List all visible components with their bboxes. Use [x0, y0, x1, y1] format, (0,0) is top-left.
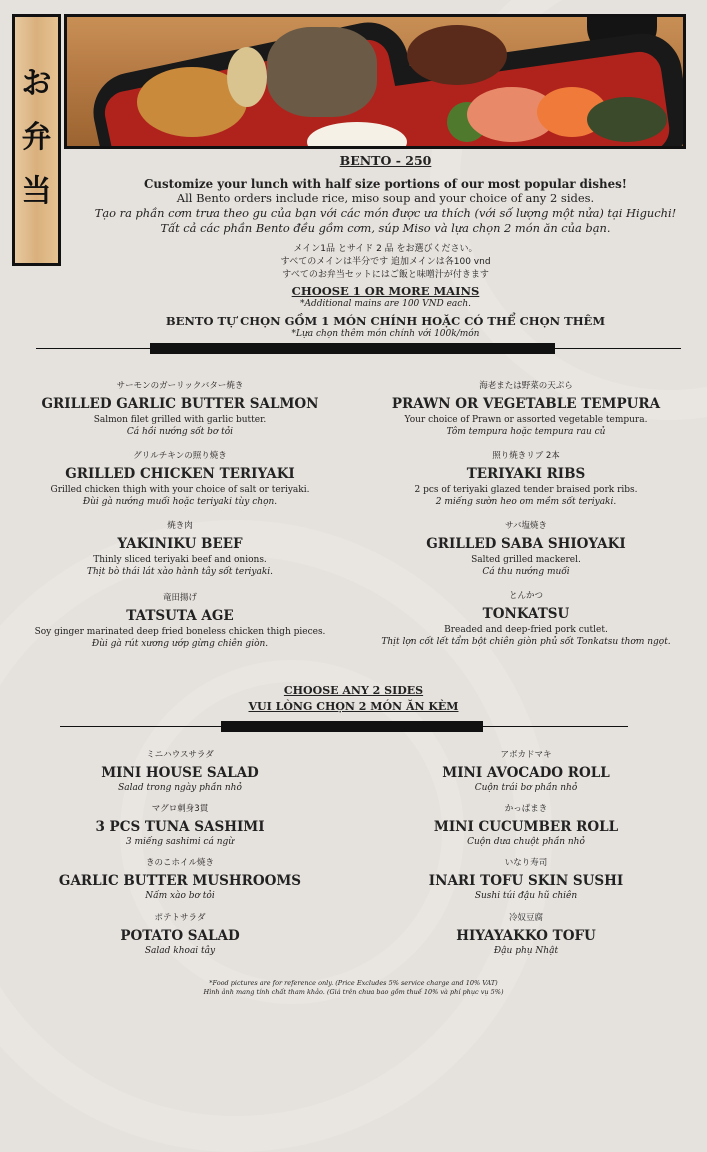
side-item-name: HIYAYAKKO TOFU: [456, 928, 596, 944]
sides-title-vn: VUI LÒNG CHỌN 2 MÓN ĂN KÈM: [248, 700, 459, 713]
footer-disclaimer-en: *Food pictures are for reference only. (Price Excludes 5% service charge and 10% VAT): [209, 979, 498, 987]
food-seaweed: [587, 97, 667, 142]
side-item-jp: ミニハウスサラダ: [146, 750, 214, 760]
main-item-vn: Cá thu nướng muối: [482, 567, 570, 577]
side-item: [345, 913, 707, 957]
main-item-name: TATSUTA AGE: [126, 608, 234, 624]
main-item-vn: Thịt bò thái lát xào hành tây sốt teriyaki.: [86, 567, 274, 577]
main-item: [0, 521, 360, 578]
main-item-vn: 2 miếng sườn heo om mềm sốt teriyaki.: [435, 497, 617, 507]
divider-bar: [150, 343, 555, 354]
side-item: [0, 750, 360, 794]
side-item-jp: 冷奴豆腐: [508, 913, 543, 923]
main-item-desc: Your choice of Prawn or assorted vegetable tempura.: [404, 415, 648, 425]
main-item-desc: Soy ginger marinated deep fried boneless chicken thigh pieces.: [34, 627, 326, 637]
main-item: [345, 521, 707, 578]
page-title: BENTO - 250: [339, 153, 432, 168]
side-item-vn: Sushi túi đậu hũ chiên: [474, 891, 578, 901]
intro-jp-3: すべてのお弁当セットにはご飯と味噌汁が付きます: [282, 270, 489, 280]
intro-jp-2: すべてのメインは半分です 追加メインは各100 vnd: [280, 257, 491, 267]
intro-vn-1: Tạo ra phần cơm trưa theo gu của bạn với các món được ưa thích (với số lượng một nửa) tại Higuchi!: [94, 206, 677, 220]
side-item-vn: 3 miếng sashimi cá ngừ: [125, 837, 235, 847]
side-item: [0, 913, 360, 957]
intro-en: All Bento orders include rice, miso soup and your choice of any 2 sides.: [176, 191, 595, 205]
main-item: [0, 381, 360, 438]
intro-vn-2: Tất cả các phần Bento đều gồm cơm, súp Miso và lựa chọn 2 món ăn của bạn.: [160, 221, 611, 235]
side-item-name: MINI AVOCADO ROLL: [442, 765, 610, 781]
main-item-jp: 海老または野菜の天ぷら: [479, 381, 573, 391]
kanji-ben: 弁: [21, 120, 52, 155]
main-item-vn: Tôm tempura hoặc tempura rau củ: [446, 427, 606, 437]
divider-bar: [221, 721, 483, 732]
mains-title: CHOOSE 1 OR MORE MAINS: [291, 284, 480, 298]
main-item-name: TONKATSU: [482, 606, 570, 622]
side-item-name: MINI CUCUMBER ROLL: [433, 819, 619, 835]
bento-photo: [64, 14, 686, 149]
main-item-jp: サーモンのガーリックバター焼き: [116, 381, 244, 391]
intro-jp-1: メイン1品 とサイド 2 品 をお選びください。: [293, 244, 478, 254]
side-item-jp: アボカドマキ: [500, 750, 552, 760]
main-item-name: TERIYAKI RIBS: [466, 466, 586, 482]
food-beef-bowl: [407, 25, 507, 85]
main-item-name: PRAWN OR VEGETABLE TEMPURA: [391, 396, 661, 412]
main-item-vn: Đùi gà rút xương ướp gừng chiên giòn.: [91, 639, 269, 649]
side-item-name: GARLIC BUTTER MUSHROOMS: [58, 873, 302, 889]
side-item-vn: Cuộn dưa chuột phần nhỏ: [467, 837, 585, 847]
side-item: [345, 858, 707, 902]
main-item-name: GRILLED SABA SHIOYAKI: [426, 536, 626, 552]
side-item: [0, 804, 360, 848]
main-item-jp: 竜田揚げ: [162, 593, 197, 603]
main-item: [345, 451, 707, 508]
main-item-jp: サバ塩焼き: [505, 521, 547, 531]
main-item-jp: とんかつ: [508, 591, 543, 601]
side-item: [0, 858, 360, 902]
side-item-name: POTATO SALAD: [120, 928, 240, 944]
main-item-name: GRILLED GARLIC BUTTER SALMON: [41, 396, 319, 412]
main-item-vn: Đùi gà nướng muối hoặc teriyaki tùy chọn.: [82, 497, 278, 507]
kanji-o: お: [21, 66, 52, 101]
side-item-name: INARI TOFU SKIN SUSHI: [428, 873, 624, 889]
side-item: [345, 750, 707, 794]
side-item-jp: きのこホイル焼き: [145, 858, 214, 868]
main-item-vn: Thịt lợn cốt lết tẩm bột chiên giòn phủ sốt Tonkatsu thơm ngọt.: [381, 637, 671, 647]
footer-disclaimer-vn: Hình ảnh mang tính chất tham khảo. (Giá trên chưa bao gồm thuế 10% và phí phục vụ 5%): [203, 988, 504, 996]
main-item-jp: 焼き肉: [167, 521, 193, 531]
kanji-tou: 当: [21, 174, 52, 209]
side-item-vn: Đậu phụ Nhật: [493, 946, 559, 956]
side-item: [345, 804, 707, 848]
side-item-jp: ポテトサラダ: [154, 913, 206, 923]
main-item: [345, 381, 707, 438]
mains-note-vn: *Lựa chọn thêm món chính với 100k/món: [291, 329, 480, 339]
main-item-desc: Thinly sliced teriyaki beef and onions.: [93, 555, 267, 565]
side-item-vn: Cuộn trái bơ phần nhỏ: [474, 783, 578, 793]
mains-note: *Additional mains are 100 VND each.: [299, 299, 471, 309]
mains-title-vn: BENTO TỰ CHỌN GỒM 1 MÓN CHÍNH HOẶC CÓ THỂ CHỌN THÊM: [165, 314, 606, 328]
side-item-vn: Salad trong ngày phần nhỏ: [118, 783, 242, 793]
side-item-vn: Salad khoai tây: [144, 946, 216, 956]
main-item-desc: Grilled chicken thigh with your choice of salt or teriyaki.: [50, 485, 310, 495]
bento-kanji-panel: [12, 14, 61, 266]
main-item-jp: グリルチキンの照り焼き: [133, 451, 227, 461]
main-item-name: YAKINIKU BEEF: [117, 536, 243, 552]
food-bamboo: [227, 47, 267, 107]
food-fish: [267, 27, 377, 117]
main-item-jp: 照り焼きリブ 2本: [492, 451, 560, 461]
side-item-vn: Nấm xào bơ tỏi: [145, 891, 215, 901]
main-item-name: GRILLED CHICKEN TERIYAKI: [65, 466, 295, 482]
main-item: [0, 593, 360, 650]
side-item-jp: かっぱまき: [504, 804, 548, 814]
intro-en-bold: Customize your lunch with half size portions of our most popular dishes!: [144, 177, 627, 191]
main-item-desc: Salted grilled mackerel.: [471, 555, 581, 565]
main-item: [345, 591, 707, 648]
side-item-jp: いなり寿司: [504, 858, 548, 868]
main-item-vn: Cá hồi nướng sốt bơ tỏi: [126, 427, 234, 437]
sides-title: CHOOSE ANY 2 SIDES: [283, 684, 424, 697]
side-item-jp: マグロ刺身3貫: [151, 804, 209, 814]
main-item: [0, 451, 360, 508]
main-item-desc: Salmon filet grilled with garlic butter.: [93, 415, 267, 425]
main-item-desc: Breaded and deep-fried pork cutlet.: [444, 625, 608, 635]
side-item-name: 3 PCS TUNA SASHIMI: [95, 819, 265, 835]
side-item-name: MINI HOUSE SALAD: [101, 765, 259, 781]
main-item-desc: 2 pcs of teriyaki glazed tender braised pork ribs.: [414, 485, 638, 495]
